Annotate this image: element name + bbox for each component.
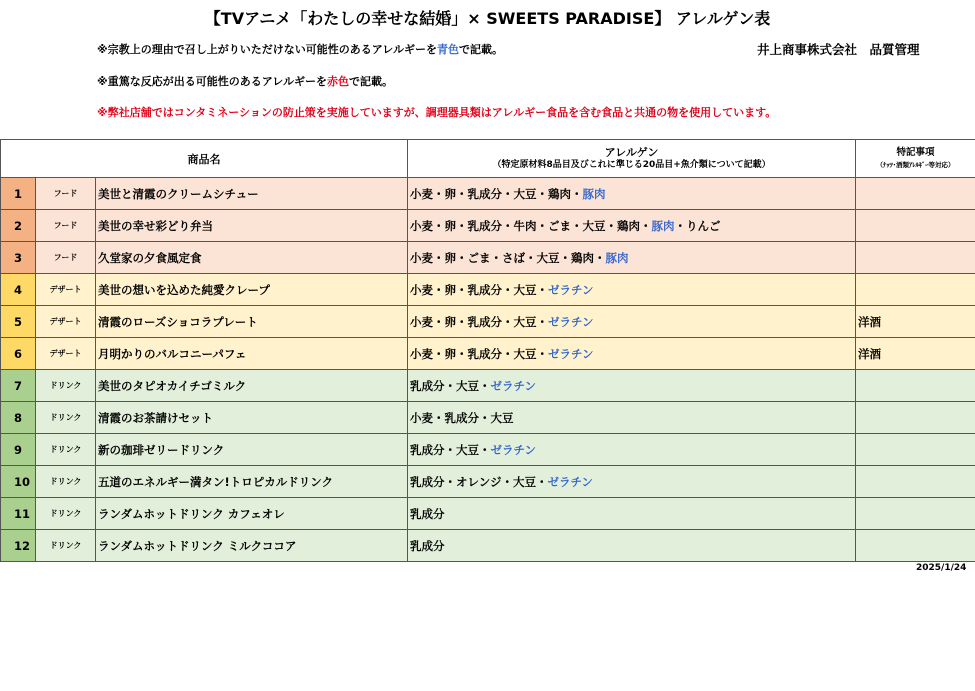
row-allergens — [408, 210, 856, 242]
row-category: デザート — [36, 306, 96, 338]
row-number: 3 — [1, 242, 36, 274]
row-note — [856, 434, 975, 466]
row-allergens — [408, 242, 856, 274]
table-row — [1, 498, 975, 530]
row-note: 洋酒 — [856, 306, 975, 338]
table-row — [1, 178, 975, 210]
table-row — [1, 466, 975, 498]
allergens-text: 小麦・卵・乳成分・大豆・ — [410, 314, 549, 329]
row-note — [856, 178, 975, 210]
company-name: 井上商事株式会社 品質管理 — [757, 42, 920, 57]
allergens-text: 小麦・卵・乳成分・大豆・ — [410, 282, 549, 297]
row-category: ドリンク — [36, 466, 96, 498]
allergens-religious: ゼラチン — [548, 314, 594, 329]
allergens-text: 小麦・卵・乳成分・大豆・鶏肉・ — [410, 186, 583, 201]
row-category: ドリンク — [36, 370, 96, 402]
row-note — [856, 242, 975, 274]
row-number: 5 — [1, 306, 36, 338]
allergens-religious: ゼラチン — [490, 378, 536, 393]
row-number: 2 — [1, 210, 36, 242]
row-note: 洋酒 — [856, 338, 975, 370]
allergens-religious: 豚肉 — [651, 218, 675, 233]
row-number: 11 — [1, 498, 36, 530]
row-note — [856, 210, 975, 242]
allergens-text: 乳成分 — [410, 506, 445, 521]
row-allergens — [408, 530, 856, 562]
row-category: フード — [36, 178, 96, 210]
row-note — [856, 466, 975, 498]
allergens-religious: 豚肉 — [605, 250, 629, 265]
row-category: ドリンク — [36, 530, 96, 562]
table-row — [1, 370, 975, 402]
row-product-name: 清霞のお茶請けセット — [96, 402, 408, 434]
note-severe: ※重篤な反応が出る可能性のあるアレルギーを赤色で記載。 — [97, 75, 393, 88]
header-notes — [856, 140, 975, 178]
note-religious: ※宗教上の理由で召し上がりいただけない可能性のあるアレルギーを青色で記載。 — [97, 43, 503, 56]
row-number: 6 — [1, 338, 36, 370]
row-category: デザート — [36, 274, 96, 306]
header-allergen-title: アレルゲン — [604, 145, 659, 159]
row-number: 7 — [1, 370, 36, 402]
row-number: 9 — [1, 434, 36, 466]
row-note — [856, 402, 975, 434]
table-header-row — [1, 140, 975, 178]
row-allergens — [408, 466, 856, 498]
allergens-text: 小麦・卵・乳成分・牛肉・ごま・大豆・鶏肉・ — [410, 218, 652, 233]
row-note — [856, 370, 975, 402]
header-notes-title: 特記事項 — [896, 146, 935, 158]
row-product-name: ランダムホットドリンク カフェオレ — [96, 498, 408, 530]
allergens-text: 小麦・乳成分・大豆 — [410, 410, 514, 425]
allergens-religious: ゼラチン — [548, 282, 594, 297]
row-number: 10 — [1, 466, 36, 498]
allergens-religious: ゼラチン — [490, 442, 536, 457]
row-category: デザート — [36, 338, 96, 370]
header-allergen — [408, 140, 856, 178]
table-row — [1, 274, 975, 306]
row-product-name: 美世と清霞のクリームシチュー — [96, 178, 408, 210]
row-number: 12 — [1, 530, 36, 562]
row-number: 8 — [1, 402, 36, 434]
row-category: フード — [36, 242, 96, 274]
row-allergens — [408, 402, 856, 434]
allergens-text: 乳成分 — [410, 538, 445, 553]
date-label: 2025/1/24 — [916, 563, 967, 573]
row-number: 4 — [1, 274, 36, 306]
row-product-name: 清霞のローズショコラプレート — [96, 306, 408, 338]
row-product-name: 月明かりのバルコニーパフェ — [96, 338, 408, 370]
note-contamination: ※弊社店舗ではコンタミネーションの防止策を実施していますが、調理器具類はアレルギー食品を含む食品と共通の物を使用しています。 — [97, 106, 777, 119]
row-note — [856, 530, 975, 562]
header-notes-sub: （ﾅｯﾂ･酒類ｱﾚﾙｷﾞｰ等対応） — [876, 160, 955, 169]
row-product-name: 美世の幸せ彩どり弁当 — [96, 210, 408, 242]
row-allergens — [408, 178, 856, 210]
row-product-name: ランダムホットドリンク ミルクココア — [96, 530, 408, 562]
table-row — [1, 402, 975, 434]
row-note — [856, 274, 975, 306]
table-row — [1, 210, 975, 242]
row-product-name: 五道のエネルギー満タン!トロピカルドリンク — [96, 466, 408, 498]
allergens-text: 小麦・卵・乳成分・大豆・ — [410, 346, 549, 361]
table-row — [1, 306, 975, 338]
row-note — [856, 498, 975, 530]
row-category: ドリンク — [36, 434, 96, 466]
header-allergen-sub: （特定原材料8品目及びこれに準じる20品目+魚介類について記載） — [492, 159, 771, 170]
row-number: 1 — [1, 178, 36, 210]
allergens-religious: ゼラチン — [548, 346, 594, 361]
row-allergens — [408, 338, 856, 370]
row-product-name: 久堂家の夕食風定食 — [96, 242, 408, 274]
allergens-religious: ゼラチン — [547, 474, 593, 489]
row-product-name: 新の珈琲ゼリードリンク — [96, 434, 408, 466]
allergen-table — [0, 139, 975, 562]
allergens-tail: ・りんご — [674, 218, 721, 233]
row-allergens — [408, 434, 856, 466]
row-category: ドリンク — [36, 498, 96, 530]
table-row — [1, 338, 975, 370]
row-allergens — [408, 306, 856, 338]
row-allergens — [408, 274, 856, 306]
table-row — [1, 242, 975, 274]
allergens-text: 乳成分・大豆・ — [410, 378, 491, 393]
row-category: フード — [36, 210, 96, 242]
table-row — [1, 530, 975, 562]
table-row — [1, 434, 975, 466]
page-title: 【TVアニメ「わたしの幸せな結婚」× SWEETS PARADISE】 アレルゲン表 — [204, 9, 771, 28]
row-product-name: 美世の想いを込めた純愛クレープ — [96, 274, 408, 306]
allergens-text: 乳成分・オレンジ・大豆・ — [410, 474, 548, 489]
row-category: ドリンク — [36, 402, 96, 434]
allergens-text: 乳成分・大豆・ — [410, 442, 491, 457]
row-product-name: 美世のタピオカイチゴミルク — [96, 370, 408, 402]
allergens-text: 小麦・卵・ごま・さば・大豆・鶏肉・ — [410, 250, 606, 265]
row-allergens — [408, 498, 856, 530]
allergens-religious: 豚肉 — [582, 186, 606, 201]
header-product: 商品名 — [1, 140, 408, 178]
row-allergens — [408, 370, 856, 402]
